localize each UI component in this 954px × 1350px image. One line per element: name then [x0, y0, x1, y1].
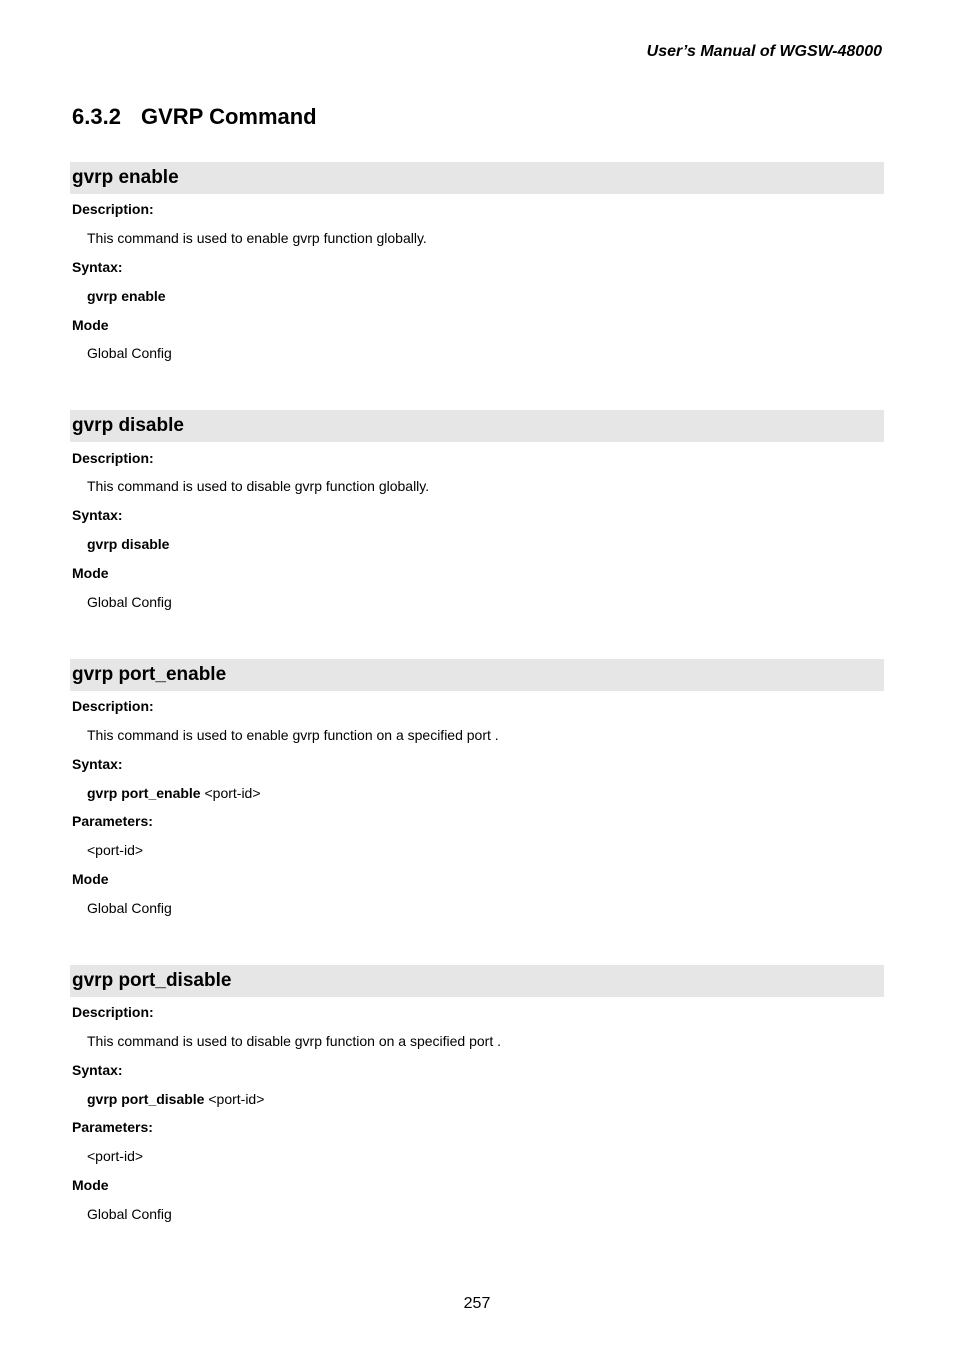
section-title-text: GVRP Command — [141, 104, 317, 129]
mode-label: Mode — [72, 1177, 109, 1193]
mode-label: Mode — [72, 871, 109, 887]
syntax-text — [87, 288, 166, 304]
command-heading: gvrp disable — [70, 410, 884, 442]
section-number: 6.3.2 — [72, 104, 121, 129]
syntax-text — [87, 1091, 264, 1107]
mode-label: Mode — [72, 565, 109, 581]
syntax-argument: <port-id> — [200, 785, 261, 801]
command-gvrp-disable — [70, 410, 884, 610]
description-label: Description: — [72, 201, 154, 217]
syntax-label: Syntax: — [72, 259, 123, 275]
syntax-text — [87, 536, 169, 552]
syntax-command: gvrp port_disable — [87, 1091, 205, 1107]
command-gvrp-port-enable — [70, 659, 884, 916]
mode-text: Global Config — [87, 594, 172, 610]
command-heading: gvrp port_enable — [70, 659, 884, 691]
mode-text: Global Config — [87, 1206, 172, 1222]
mode-label: Mode — [72, 317, 109, 333]
command-heading: gvrp enable — [70, 162, 884, 194]
page-header: User’s Manual of WGSW-48000 — [646, 43, 882, 60]
mode-text: Global Config — [87, 900, 172, 916]
parameters-label: Parameters: — [72, 813, 153, 829]
section-title — [72, 104, 317, 130]
parameters-text: <port-id> — [87, 842, 144, 858]
description-text: This command is used to disable gvrp function globally. — [87, 478, 430, 494]
syntax-command: gvrp disable — [87, 536, 170, 552]
page-number: 257 — [463, 1295, 491, 1312]
syntax-argument: <port-id> — [204, 1091, 265, 1107]
mode-text: Global Config — [87, 345, 172, 361]
description-label: Description: — [72, 450, 154, 466]
syntax-label: Syntax: — [72, 1062, 123, 1078]
command-gvrp-enable — [70, 162, 884, 361]
syntax-command: gvrp port_enable — [87, 785, 201, 801]
parameters-text: <port-id> — [87, 1148, 144, 1164]
syntax-label: Syntax: — [72, 507, 123, 523]
command-heading: gvrp port_disable — [70, 965, 884, 997]
command-gvrp-port-disable — [70, 965, 884, 1222]
description-label: Description: — [72, 1004, 154, 1020]
syntax-text — [87, 785, 261, 801]
description-text: This command is used to enable gvrp function globally. — [87, 230, 427, 246]
description-text: This command is used to disable gvrp function on a specified port . — [87, 1033, 501, 1049]
syntax-command: gvrp enable — [87, 288, 166, 304]
syntax-label: Syntax: — [72, 756, 123, 772]
description-label: Description: — [72, 698, 154, 714]
description-text: This command is used to enable gvrp function on a specified port . — [87, 727, 499, 743]
parameters-label: Parameters: — [72, 1119, 153, 1135]
